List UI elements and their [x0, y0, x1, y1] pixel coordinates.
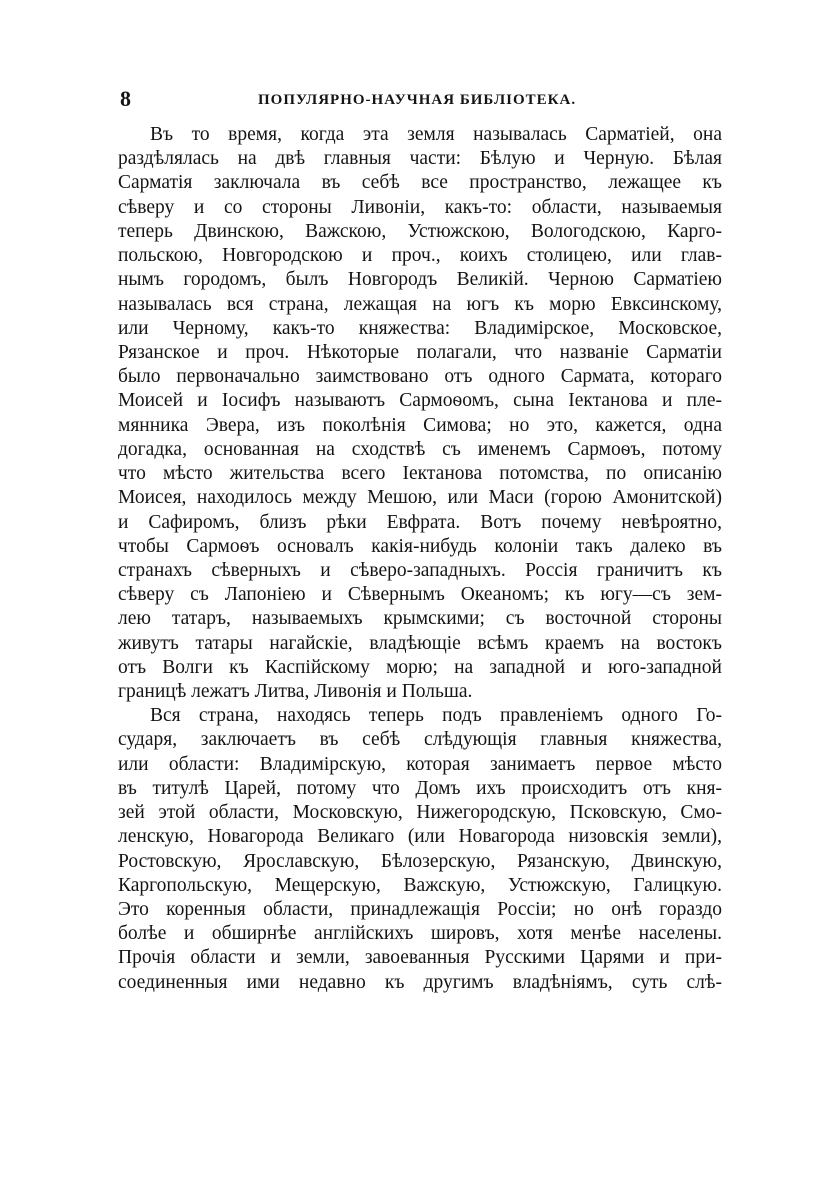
text-line: Вся страна, находясь теперь подъ правленіемъ одного Го-	[150, 705, 722, 727]
text-line: живутъ татары нагайскіе, владѣющіе всѣмъ краемъ на востокъ	[118, 632, 722, 654]
text-line: догадка, основанная на сходствѣ съ именемъ Сармоѳъ, потому	[118, 438, 722, 460]
text-line: раздѣлялась на двѣ главныя части: Бѣлую и Черную. Бѣлая	[118, 148, 722, 170]
page-header	[118, 86, 722, 116]
text-line: лею татаръ, называемыхъ крымскими; съ восточной стороны	[118, 608, 722, 630]
text-line: соединенныя ими недавно къ другимъ владѣніямъ, суть слѣ-	[118, 971, 722, 993]
text-line: что мѣсто жительства всего Іектанова потомства, по описанію	[118, 463, 722, 485]
text-line: сѣверу съ Лапоніею и Сѣвернымъ Океаномъ; къ югу—съ зем-	[118, 584, 722, 606]
text-line: границѣ лежатъ Литва, Ливонія и Польша.	[118, 681, 473, 703]
text-line: Сарматія заключала въ себѣ все пространство, лежащее къ	[118, 172, 722, 194]
text-line: и Сафиромъ, близъ рѣки Евфрата. Вотъ почему невѣроятно,	[118, 511, 722, 533]
text-line: было первоначально заимствовано отъ одного Сармата, котораго	[118, 366, 722, 388]
text-line: въ титулѣ Царей, потому что Домъ ихъ происходитъ отъ кня-	[118, 777, 722, 799]
text-line: Каргопольскую, Мещерскую, Важскую, Устюжскую, Галицкую.	[118, 874, 722, 896]
body-text	[118, 123, 722, 995]
text-line: сударя, заключаетъ въ себѣ слѣдующія главныя княжества,	[118, 729, 722, 751]
text-line: чтобы Сармоѳъ основалъ какія-нибудь колоніи такъ далеко въ	[118, 535, 722, 557]
text-line: теперь Двинскою, Важскою, Устюжскою, Вологодскою, Карго-	[118, 220, 722, 242]
text-line: нымъ городомъ, былъ Новгородъ Великій. Черною Сарматіею	[118, 269, 722, 291]
text-line: Ростовскую, Ярославскую, Бѣлозерскую, Рязанскую, Двинскую,	[118, 850, 722, 872]
text-line: странахъ сѣверныхъ и сѣверо-западныхъ. Россія граничитъ къ	[118, 559, 722, 581]
text-line: называлась вся страна, лежащая на югъ къ морю Евксинскому,	[118, 293, 722, 315]
running-title: ПОПУЛЯРНО-НАУЧНАЯ БИБЛІОТЕКА.	[258, 92, 577, 108]
text-line: мянника Эвера, изъ поколѣнія Симова; но это, кажется, одна	[118, 414, 722, 436]
text-line: зей этой области, Московскую, Нижегородскую, Псковскую, Смо-	[118, 802, 722, 824]
text-line: Прочія области и земли, завоеванныя Русскими Царями и при-	[118, 947, 722, 969]
text-line: или Черному, какъ-то княжества: Владимірское, Московское,	[118, 317, 722, 339]
text-line: Въ то время, когда эта земля называлась Сарматіей, она	[150, 124, 722, 145]
text-line: или области: Владимірскую, которая занимаетъ первое мѣсто	[118, 753, 722, 775]
page-number: 8	[120, 86, 131, 111]
text-line: Моисея, находилось между Мешою, или Маси (горою Амонитской)	[118, 487, 722, 509]
text-line: Моисей и Іосифъ называютъ Сармоѳомъ, сына Іектанова и пле-	[118, 390, 722, 412]
text-line: Это коренныя области, принадлежащія Россіи; но онѣ гораздо	[118, 899, 722, 920]
text-line: Рязанское и проч. Нѣкоторые полагали, что названіе Сарматіи	[118, 341, 722, 363]
text-line: польскою, Новгородскою и проч., коихъ столицею, или глав-	[118, 245, 722, 267]
text-line: отъ Волги къ Каспійскому морю; на западной и юго-западной	[118, 656, 722, 678]
text-line: болѣе и обширнѣе англійскихъ шировъ, хотя менѣе населены.	[118, 923, 722, 945]
text-line: ленскую, Новагорода Великаго (или Новагорода низовскія земли),	[118, 826, 722, 848]
text-line: сѣверу и со стороны Ливоніи, какъ-то: области, называемыя	[118, 196, 722, 218]
